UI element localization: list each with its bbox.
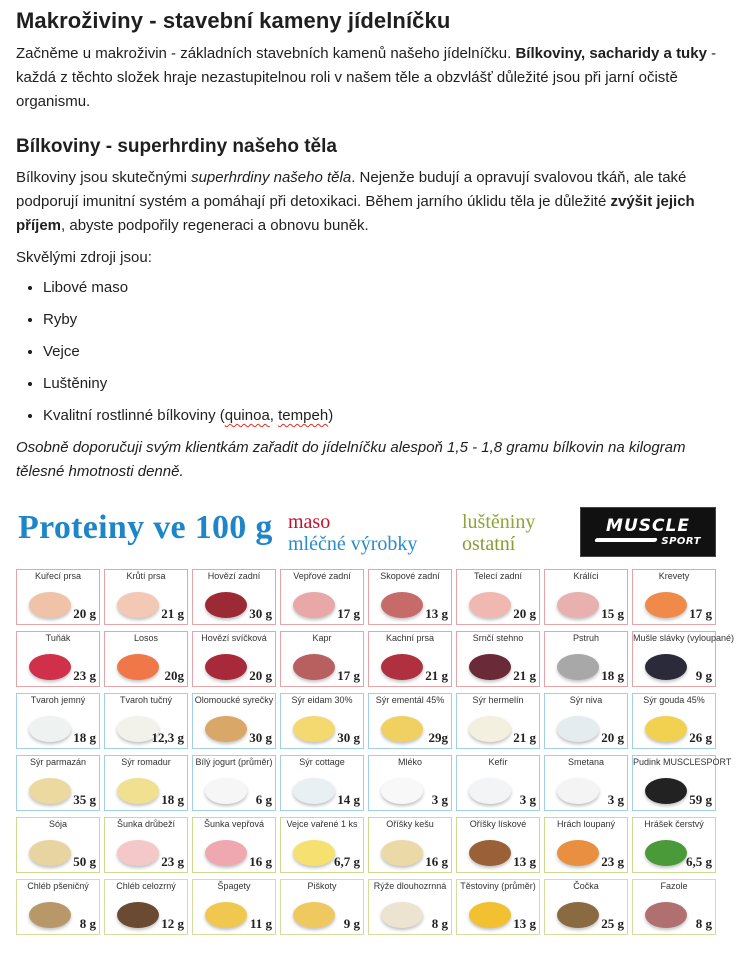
- food-cell: [280, 879, 364, 935]
- legend-legumes: luštěniny: [462, 511, 536, 533]
- food-photo-icon: [469, 716, 511, 742]
- protein-value: 8 g: [79, 916, 96, 931]
- list-item: • Luštěniny: [43, 372, 728, 396]
- food-name: Rýže dlouhozrnná: [373, 881, 447, 891]
- protein-value: 3 g: [431, 792, 448, 807]
- food-photo-icon: [293, 654, 335, 680]
- protein-value: 20 g: [249, 668, 272, 683]
- food-name: Tvaroh jemný: [30, 695, 86, 705]
- food-photo-icon: [557, 840, 599, 866]
- food-cell: [16, 755, 100, 811]
- protein-value: 3 g: [519, 792, 536, 807]
- food-name: Piškoty: [307, 881, 337, 891]
- protein-value: 29g: [428, 730, 448, 745]
- protein-value: 8 g: [695, 916, 712, 931]
- food-photo-icon: [557, 654, 599, 680]
- food-photo-icon: [117, 840, 159, 866]
- intro-text-end: - každá z těchto složek hraje nezastupitelnou roli v našem těle a obzvlášť důležité jsou při jarní očistě organismu.: [16, 45, 717, 110]
- food-cell: [544, 755, 628, 811]
- protein-value: 23 g: [161, 854, 184, 869]
- food-cell: [368, 879, 452, 935]
- food-name: Sója: [48, 819, 67, 829]
- intro-text: Začněme u makroživin - základních stavebních kamenů našeho jídelníčku.: [16, 45, 516, 62]
- food-cell: [456, 693, 540, 749]
- food-name: Sýr cottage: [299, 757, 345, 767]
- legend-meat: maso: [288, 511, 331, 533]
- food-name: Tvaroh tučný: [119, 695, 173, 705]
- protein-value: 18 g: [73, 730, 96, 745]
- food-photo-icon: [469, 902, 511, 928]
- food-photo-icon: [381, 902, 423, 928]
- food-name: Hrách loupaný: [556, 819, 616, 829]
- protein-value: 23 g: [73, 668, 96, 683]
- food-cell: [280, 631, 364, 687]
- protein-value: 13 g: [513, 854, 536, 869]
- food-photo-icon: [469, 592, 511, 618]
- food-name: Šunka drůbeží: [116, 819, 176, 829]
- protein-value: 6,7 g: [334, 854, 360, 869]
- food-cell: [280, 817, 364, 873]
- food-photo-icon: [293, 902, 335, 928]
- food-name: Kuřecí prsa: [34, 571, 82, 581]
- food-photo-icon: [557, 778, 599, 804]
- food-photo-icon: [205, 902, 247, 928]
- protein-value: 20 g: [73, 606, 96, 621]
- protein-value: 8 g: [431, 916, 448, 931]
- food-name: Bílý jogurt (průměr): [195, 757, 273, 767]
- food-cell: [456, 631, 540, 687]
- food-name: Sýr romadur: [121, 757, 171, 767]
- food-photo-icon: [117, 654, 159, 680]
- food-name: Losos: [133, 633, 159, 643]
- food-name: Telecí zadní: [473, 571, 523, 581]
- proteins-text-3: , abyste podpořily regeneraci a obnovu buněk.: [61, 217, 369, 234]
- food-photo-icon: [293, 778, 335, 804]
- food-photo-icon: [205, 840, 247, 866]
- food-name: Vepřové zadní: [293, 571, 351, 581]
- protein-value: 9 g: [343, 916, 360, 931]
- food-cell: [280, 755, 364, 811]
- list-item-text-end: ): [328, 407, 334, 424]
- food-photo-icon: [29, 654, 71, 680]
- food-name: Sýr gouda 45%: [643, 695, 705, 705]
- food-cell: [16, 817, 100, 873]
- food-photo-icon: [205, 654, 247, 680]
- spellcheck-word[interactable]: tempeh: [278, 407, 329, 424]
- food-name: Vejce vařené 1 ks: [286, 819, 358, 829]
- food-name: Špagety: [217, 881, 251, 891]
- food-photo-icon: [645, 654, 687, 680]
- food-cell: [632, 569, 716, 625]
- food-cell: [192, 755, 276, 811]
- food-cell: [192, 817, 276, 873]
- protein-value: 21 g: [513, 668, 536, 683]
- food-name: Kefír: [488, 757, 508, 767]
- food-cell: [544, 569, 628, 625]
- food-name: Sýr parmazán: [29, 757, 87, 767]
- food-cell: [104, 693, 188, 749]
- infographic-title: Proteiny ve 100 g: [18, 509, 273, 546]
- protein-value: 26 g: [689, 730, 712, 745]
- food-name: Mušle slávky (vyloupané): [633, 633, 735, 643]
- food-name: Krevety: [658, 571, 690, 581]
- protein-value: 59 g: [689, 792, 712, 807]
- food-photo-icon: [645, 840, 687, 866]
- logo-swoosh-icon: [594, 538, 657, 542]
- food-cell: [456, 879, 540, 935]
- protein-value: 18 g: [601, 668, 624, 683]
- spellcheck-word[interactable]: quinoa: [224, 407, 270, 424]
- food-cell: [104, 755, 188, 811]
- food-photo-icon: [557, 902, 599, 928]
- food-cell: [544, 631, 628, 687]
- protein-value: 21 g: [425, 668, 448, 683]
- proteins-bold: zvýšit jejich příjem: [16, 193, 695, 234]
- food-cell: [192, 879, 276, 935]
- protein-value: 50 g: [73, 854, 96, 869]
- intro-bold: Bílkoviny, sacharidy a tuky: [515, 45, 707, 62]
- sources-intro: Skvělými zdroji jsou:: [16, 249, 152, 266]
- recommendation-note: Osobně doporučuji svým klientkám zařadit do jídelníčku alespoň 1,5 - 1,8 gramu bílkovin na kilogram tělesné hmotnosti denně.: [16, 439, 686, 480]
- food-photo-icon: [117, 778, 159, 804]
- food-cell: [104, 879, 188, 935]
- food-photo-icon: [645, 778, 687, 804]
- protein-value: 13 g: [425, 606, 448, 621]
- food-cell: [456, 755, 540, 811]
- food-photo-icon: [381, 840, 423, 866]
- food-cell: [104, 569, 188, 625]
- food-cell: [456, 817, 540, 873]
- food-photo-icon: [29, 716, 71, 742]
- food-cell: [16, 631, 100, 687]
- food-name: Olomoucké syrečky: [194, 695, 274, 705]
- food-name: Fazole: [660, 881, 688, 891]
- food-cell: [632, 879, 716, 935]
- legend-other: ostatní: [462, 533, 516, 555]
- protein-value: 25 g: [601, 916, 624, 931]
- proteins-text-2: . Nejenže budují a opravují svalovou tkáň, ale také podporují imunitní systém a pomáhají při detoxikaci. Během jarního úklidu těla je důležité: [16, 169, 687, 210]
- protein-value: 6,5 g: [686, 854, 712, 869]
- legend-dairy: mléčné výrobky: [288, 533, 418, 555]
- food-cell: [16, 693, 100, 749]
- food-name: Kachní prsa: [385, 633, 435, 643]
- protein-value: 21 g: [161, 606, 184, 621]
- protein-value: 12 g: [161, 916, 184, 931]
- food-cell: [192, 569, 276, 625]
- food-photo-icon: [645, 592, 687, 618]
- muscle-sport-logo: [580, 507, 716, 557]
- food-name: Sýr ementál 45%: [375, 695, 445, 705]
- food-name: Sýr eidam 30%: [291, 695, 353, 705]
- list-item: [43, 404, 728, 428]
- food-cell: [544, 817, 628, 873]
- food-name: Oříšky kešu: [386, 819, 434, 829]
- protein-value: 30 g: [249, 730, 272, 745]
- protein-value: 16 g: [249, 854, 272, 869]
- protein-infographic: [16, 505, 735, 935]
- food-name: Pstruh: [572, 633, 599, 643]
- food-name: Smetana: [567, 757, 605, 767]
- food-cell: [104, 817, 188, 873]
- logo-sub-text: SPORT: [661, 536, 701, 547]
- protein-value: 20 g: [513, 606, 536, 621]
- food-name: Pudink MUSCLESPORT: [633, 757, 732, 767]
- protein-value: 35 g: [73, 792, 96, 807]
- protein-value: 14 g: [337, 792, 360, 807]
- food-photo-icon: [469, 778, 511, 804]
- section-title: Bílkoviny - superhrdiny našeho těla: [16, 136, 337, 157]
- sources-list: [16, 276, 728, 428]
- food-photo-icon: [205, 778, 247, 804]
- protein-value: 12,3 g: [151, 730, 184, 745]
- logo-main-text: MUSCLE: [606, 516, 690, 536]
- food-cell: [368, 569, 452, 625]
- protein-value: 11 g: [249, 916, 272, 931]
- food-name: Chléb celozrný: [116, 881, 176, 891]
- food-cell: [544, 693, 628, 749]
- food-name: Čočka: [573, 881, 599, 891]
- food-photo-icon: [293, 716, 335, 742]
- protein-value: 6 g: [255, 792, 272, 807]
- protein-value: 9 g: [695, 668, 712, 683]
- food-photo-icon: [469, 840, 511, 866]
- food-photo-icon: [205, 592, 247, 618]
- food-cell: [368, 631, 452, 687]
- food-photo-icon: [293, 592, 335, 618]
- food-cell: [192, 693, 276, 749]
- food-photo-icon: [29, 840, 71, 866]
- food-photo-icon: [29, 592, 71, 618]
- food-cell: [368, 755, 452, 811]
- food-name: Šunka vepřová: [203, 819, 265, 829]
- list-item-text: Kvalitní rostlinné bílkoviny (: [43, 407, 225, 424]
- proteins-italic: superhrdiny našeho těla: [191, 169, 352, 186]
- list-item: • Libové maso: [43, 276, 728, 300]
- food-name: Sýr niva: [569, 695, 603, 705]
- food-name: Srnčí stehno: [472, 633, 524, 643]
- food-name: Tuňák: [45, 633, 71, 643]
- protein-value: 17 g: [689, 606, 712, 621]
- food-name: Těstoviny (průměr): [460, 881, 536, 891]
- proteins-paragraph: [16, 166, 728, 238]
- list-item: • Vejce: [43, 340, 728, 364]
- protein-value: 13 g: [513, 916, 536, 931]
- food-cell: [632, 755, 732, 811]
- food-photo-icon: [205, 716, 247, 742]
- food-name: Skopové zadní: [380, 571, 440, 581]
- protein-value: 18 g: [161, 792, 184, 807]
- food-photo-icon: [381, 716, 423, 742]
- food-cell: [280, 569, 364, 625]
- food-photo-icon: [645, 716, 687, 742]
- food-cell: [104, 631, 188, 687]
- list-item-separator: ,: [269, 407, 279, 424]
- food-grid: [16, 569, 735, 935]
- food-name: Mléko: [397, 757, 422, 767]
- food-name: Sýr hermelín: [472, 695, 524, 705]
- food-cell: [192, 631, 276, 687]
- protein-value: 15 g: [601, 606, 624, 621]
- protein-value: 16 g: [425, 854, 448, 869]
- food-name: Hovězí svíčková: [201, 633, 267, 643]
- food-photo-icon: [293, 840, 335, 866]
- food-photo-icon: [381, 654, 423, 680]
- food-cell: [632, 817, 716, 873]
- food-photo-icon: [381, 592, 423, 618]
- food-name: Krůtí prsa: [126, 571, 166, 581]
- food-name: Hrášek čerstvý: [644, 819, 704, 829]
- protein-value: 30 g: [337, 730, 360, 745]
- protein-value: 30 g: [249, 606, 272, 621]
- food-name: Oříšky lískové: [469, 819, 527, 829]
- protein-value: 3 g: [607, 792, 624, 807]
- protein-value: 21 g: [513, 730, 536, 745]
- protein-value: 17 g: [337, 668, 360, 683]
- food-cell: [16, 569, 100, 625]
- food-cell: [16, 879, 100, 935]
- food-name: Hovězí zadní: [207, 571, 261, 581]
- food-cell: [544, 879, 628, 935]
- protein-value: 23 g: [601, 854, 624, 869]
- food-photo-icon: [29, 902, 71, 928]
- food-photo-icon: [557, 716, 599, 742]
- food-photo-icon: [117, 592, 159, 618]
- food-cell: [368, 693, 452, 749]
- food-cell: [632, 693, 716, 749]
- proteins-text-1: Bílkoviny jsou skutečnými: [16, 169, 192, 186]
- food-photo-icon: [381, 778, 423, 804]
- food-cell: [632, 631, 735, 687]
- article: [0, 8, 742, 484]
- food-cell: [368, 817, 452, 873]
- protein-value: 20 g: [601, 730, 624, 745]
- food-photo-icon: [645, 902, 687, 928]
- article-title: Makroživiny - stavební kameny jídelníčku: [16, 8, 451, 33]
- food-name: Chléb pšeničný: [27, 881, 89, 891]
- intro-paragraph: [16, 42, 728, 114]
- food-photo-icon: [29, 778, 71, 804]
- food-cell: [280, 693, 364, 749]
- food-name: Kapr: [312, 633, 332, 643]
- protein-value: 17 g: [337, 606, 360, 621]
- food-name: Králíci: [573, 571, 599, 581]
- food-photo-icon: [117, 902, 159, 928]
- food-photo-icon: [469, 654, 511, 680]
- list-item: • Ryby: [43, 308, 728, 332]
- food-cell: [456, 569, 540, 625]
- protein-value: 20g: [164, 668, 184, 683]
- food-photo-icon: [557, 592, 599, 618]
